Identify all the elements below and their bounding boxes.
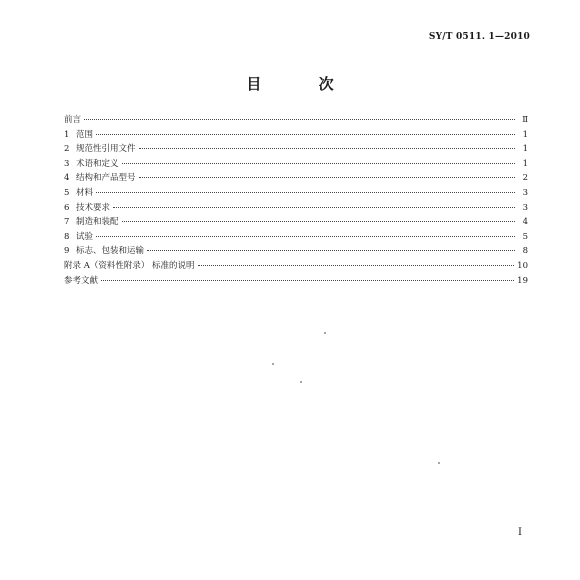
leader-dots <box>147 250 515 251</box>
toc-entry-label: 材料 <box>76 187 94 198</box>
toc-entry <box>64 259 528 274</box>
toc-entry-page: 5 <box>522 231 528 242</box>
scan-speck <box>438 462 440 464</box>
toc-entry <box>64 244 528 259</box>
toc-entry-number: 2 <box>64 144 70 155</box>
toc-entry-page: Ⅱ <box>522 115 528 125</box>
toc-entry <box>64 128 528 143</box>
toc-entry-number: 4 <box>64 173 70 184</box>
toc-entry-label: 范围 <box>76 129 94 140</box>
leader-dots <box>101 280 514 281</box>
leader-dots <box>122 163 515 164</box>
toc-entry-page: 1 <box>522 129 528 140</box>
toc-entry-number: 9 <box>64 246 70 257</box>
page-number: I <box>518 527 522 538</box>
scan-speck <box>324 332 326 334</box>
toc-entry-label: 标志、包装和运输 <box>76 246 145 257</box>
leader-dots <box>96 134 515 135</box>
toc-entry <box>64 142 528 157</box>
toc-entry <box>64 215 528 230</box>
toc-entry-page: 4 <box>522 217 528 228</box>
toc-entry <box>64 113 528 128</box>
leader-dots <box>198 265 515 266</box>
toc-entry-page: 3 <box>522 202 528 213</box>
toc-entry-page: 3 <box>522 187 528 198</box>
leader-dots <box>96 236 515 237</box>
scan-speck <box>300 381 302 383</box>
toc-entry <box>64 171 528 186</box>
toc-entry-page: 8 <box>522 246 528 257</box>
toc-entry <box>64 186 528 201</box>
toc-entry-page: 1 <box>522 158 528 169</box>
toc-entry-label: 前言 <box>64 115 82 125</box>
toc-entry-label: 结构和产品型号 <box>76 173 136 184</box>
leader-dots <box>84 119 515 120</box>
leader-dots <box>113 207 515 208</box>
scan-speck <box>272 363 274 365</box>
toc-entry-number: 6 <box>64 202 70 213</box>
leader-dots <box>122 221 515 222</box>
toc-entry-page: 2 <box>522 173 528 184</box>
toc-entry <box>64 157 528 172</box>
toc-entry-label: 参考文献 <box>64 275 99 286</box>
toc-entry-number: 8 <box>64 231 70 242</box>
toc-entry-label: 术语和定义 <box>76 158 119 169</box>
toc-entry-number: 1 <box>64 129 70 140</box>
leader-dots <box>139 148 515 149</box>
toc-entry-page: 10 <box>517 260 528 271</box>
toc-entry-number: 7 <box>64 217 70 228</box>
toc-entry-page: 19 <box>517 275 528 286</box>
toc-title: 目 次 <box>246 75 360 93</box>
toc-entry <box>64 230 528 245</box>
standard-code: SY/T 0511. 1—2010 <box>428 32 530 42</box>
toc-entry-label: 试验 <box>76 231 94 242</box>
toc-entry-label: 制造和装配 <box>76 217 119 228</box>
toc-entry-label: 规范性引用文件 <box>76 144 136 155</box>
leader-dots <box>96 192 515 193</box>
leader-dots <box>139 177 515 178</box>
toc-entry-number: 5 <box>64 187 70 198</box>
toc-entry-label: 附录 A（资料性附录） 标准的说明 <box>64 260 195 271</box>
toc-list <box>64 113 528 288</box>
toc-entry-number: 3 <box>64 158 70 169</box>
toc-entry-label: 技术要求 <box>76 202 111 213</box>
toc-entry <box>64 274 528 289</box>
toc-entry <box>64 201 528 216</box>
toc-entry-page: 1 <box>522 144 528 155</box>
